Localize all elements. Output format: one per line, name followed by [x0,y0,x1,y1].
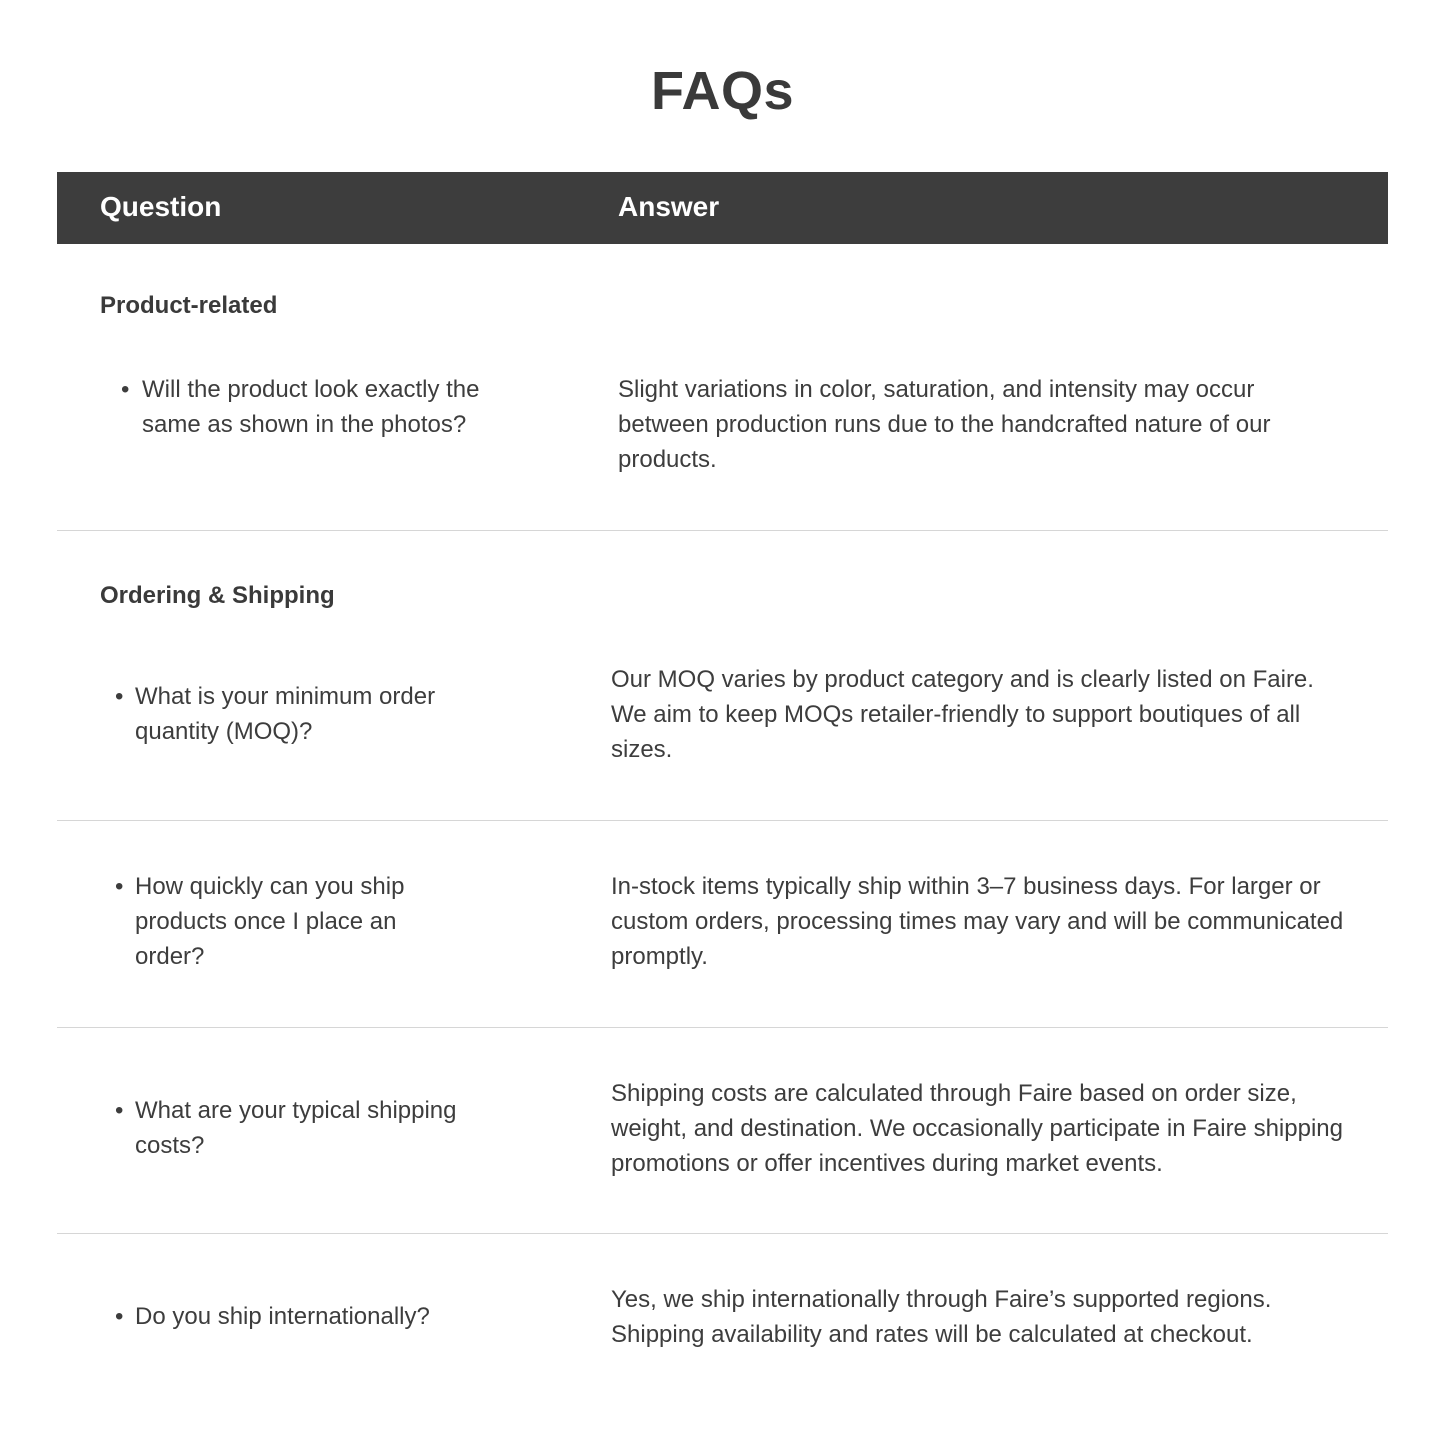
faq-question: How quickly can you ship products once I place an order? [135,873,405,970]
faq-answer: Our MOQ varies by product category and is clearly listed on Faire. We aim to keep MOQs retailer-friendly to support boutiques of all sizes. [611,666,1314,763]
row-divider [57,530,1388,531]
faq-question: What are your typical shipping costs? [135,1097,457,1159]
row-divider [57,820,1388,821]
bullet-icon: • [115,1303,124,1330]
row-divider [57,1233,1388,1234]
faq-answer: In-stock items typically ship within 3–7 business days. For larger or custom orders, processing times may vary and will be communicated promptly. [611,873,1344,970]
bullet-icon: • [115,683,124,710]
faq-answer: Slight variations in color, saturation, and intensity may occur between production runs due to the handcrafted nature of our products. [618,376,1271,473]
category-heading-ordering-shipping: Ordering & Shipping [100,582,335,609]
faq-answer: Shipping costs are calculated through Faire based on order size, weight, and destination. We occasionally participate in Faire shipping promotions or offer incentives during market events. [611,1080,1343,1177]
bullet-icon: • [115,873,124,900]
table-header [57,172,1388,244]
faq-question: What is your minimum order quantity (MOQ)? [135,683,436,745]
column-header-answer: Answer [618,191,720,222]
column-header-question: Question [100,191,222,222]
category-heading-product: Product-related [100,292,278,319]
bullet-icon: • [115,1097,124,1124]
faq-answer: Yes, we ship internationally through Faire’s supported regions. Shipping availability and rates will be calculated at checkout. [611,1286,1272,1348]
row-divider [57,1027,1388,1028]
bullet-icon: • [121,376,130,403]
faq-question: Will the product look exactly the same as shown in the photos? [142,376,480,438]
faq-question: Do you ship internationally? [135,1303,430,1330]
page-title: FAQs [650,61,795,121]
